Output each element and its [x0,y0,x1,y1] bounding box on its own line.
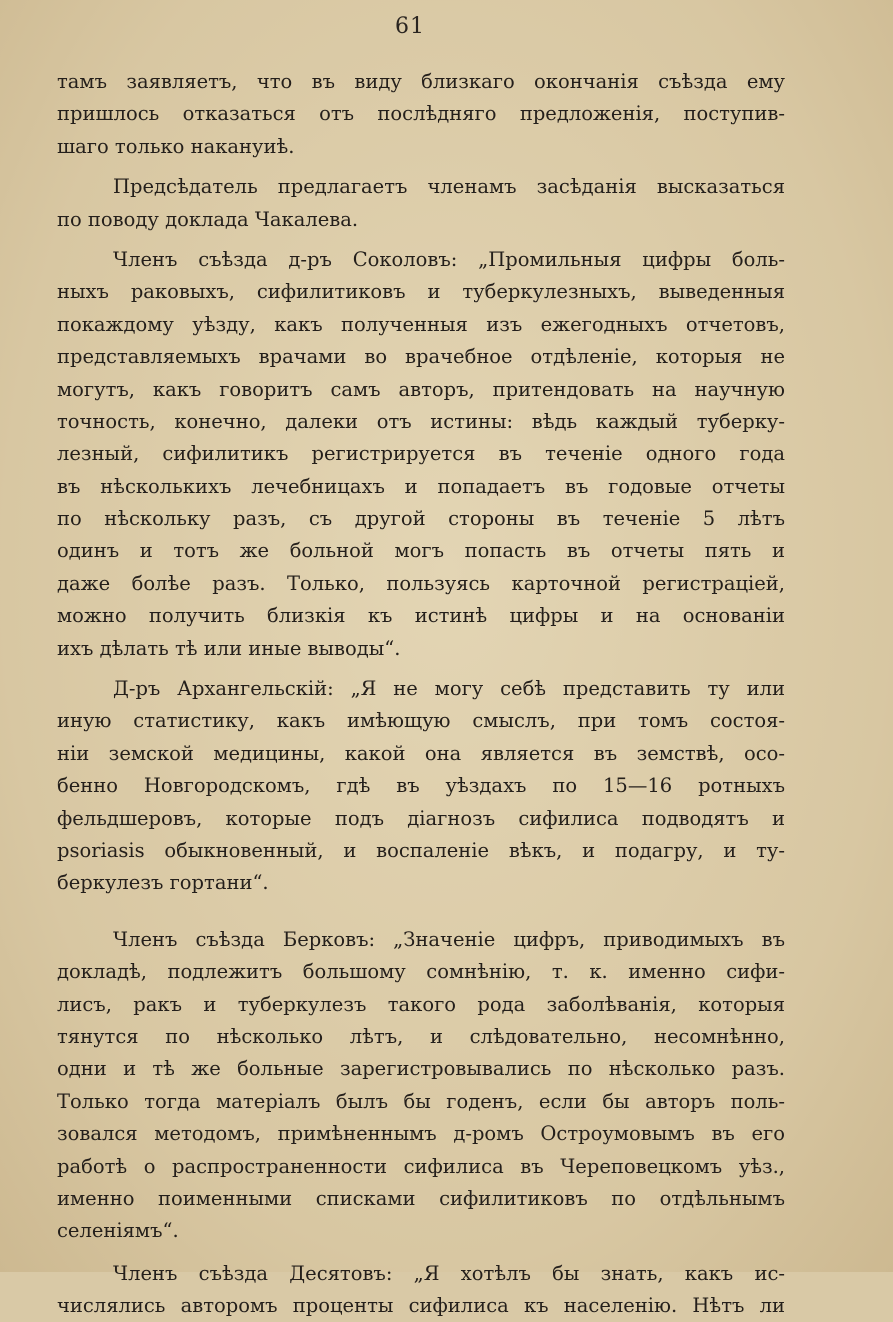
paragraph-desyatov [57,1258,785,1322]
paragraph-continuation [57,66,785,163]
text-line: можно получить близкія къ истинѣ цифры и на основаніи [57,604,785,628]
text-line: по поводу доклада Чакалева. [57,207,359,231]
text-line: тянутся по нѣсколько лѣтъ, и слѣдовательно, несомнѣнно, [57,1024,785,1048]
text-line: фельдшеровъ, которые подъ діагнозъ сифилиса подводятъ и [57,806,785,830]
text-line: Членъ съѣзда д-ръ Соколовъ: „Промильныя цифры боль- [113,247,785,271]
text-line: ныхъ раковыхъ, сифилитиковъ и туберкулезныхъ, выведенныя [57,280,785,304]
text-line: представляемыхъ врачами во врачебное отдѣленіе, которыя не [57,345,785,369]
text-line: селеніямъ“. [57,1219,179,1243]
page-number: 61 [395,14,425,39]
paragraph-chairman [57,171,785,236]
text-line: psoriasis обыкновенный, и воспаленіе вѣкъ, и подагру, и ту- [57,838,785,862]
text-line: Предсѣдатель предлагаетъ членамъ засѣданія высказаться [113,175,785,199]
text-line: пришлось отказаться отъ послѣдняго предложенія, поступив- [57,102,785,126]
paragraph-berkov [57,924,785,1248]
paragraph-sokolov [57,244,785,665]
text-line: зовался методомъ, примѣненнымъ д-ромъ Остроумовымъ въ его [57,1122,785,1146]
text-line: работѣ о распространенности сифилиса въ Череповецкомъ уѣз., [57,1154,785,1178]
paragraph-arkhangelsky [57,673,785,900]
text-line: докладѣ, подлежитъ большому сомнѣнію, т. к. именно сифи- [57,960,785,984]
text-line: Членъ съѣзда Берковъ: „Значеніе цифръ, приводимыхъ въ [113,927,785,951]
document-body [57,66,785,1322]
text-line: Только тогда матеріалъ былъ бы годенъ, если бы авторъ поль- [57,1089,785,1113]
text-line: Членъ съѣзда Десятовъ: „Я хотѣлъ бы знать, какъ ис- [113,1261,785,1285]
text-line: именно поименными списками сифилитиковъ по отдѣльнымъ [57,1186,785,1210]
text-line: шаго только накануиѣ. [57,134,295,158]
text-line: числялись авторомъ проценты сифилиса къ населенію. Нѣтъ ли [57,1294,785,1318]
text-line: точность, конечно, далеки отъ истины: вѣдь каждый туберку- [57,409,785,433]
text-line: одинъ и тотъ же больной могъ попасть въ отчеты пять и [57,539,785,563]
text-line: по нѣскольку разъ, съ другой стороны въ теченіе 5 лѣтъ [57,507,785,531]
text-line: иную статистику, какъ имѣющую смыслъ, при томъ состоя- [57,709,785,733]
text-line: одни и тѣ же больные зарегистровывались по нѣсколько разъ. [57,1057,785,1081]
text-line: даже болѣе разъ. Только, пользуясь карточной регистраціей, [57,571,785,595]
text-line: тамъ заявляетъ, что въ виду близкаго окончанія съѣзда ему [57,70,785,93]
text-line: Д-ръ Архангельскій: „Я не могу себѣ представить ту или [113,677,785,701]
text-line: покаждому уѣзду, какъ полученныя изъ ежегодныхъ отчетовъ, [57,312,785,336]
text-line: въ нѣсколькихъ лечебницахъ и попадаетъ въ годовые отчеты [57,474,785,498]
text-line: ихъ дѣлать тѣ или иные выводы“. [57,636,401,660]
text-line: лисъ, ракъ и туберкулезъ такого рода заболѣванія, которыя [57,992,785,1016]
text-line: беркулезъ гортани“. [57,871,269,895]
text-line: ніи земской медицины, какой она является въ земствѣ, осо- [57,741,785,765]
text-line: могутъ, какъ говоритъ самъ авторъ, притендовать на научную [57,377,785,401]
text-line: бенно Новгородскомъ, гдѣ въ уѣздахъ по 15—16 ротныхъ [57,774,785,798]
text-line: лезный, сифилитикъ регистрируется въ теченіе одного года [57,442,785,466]
